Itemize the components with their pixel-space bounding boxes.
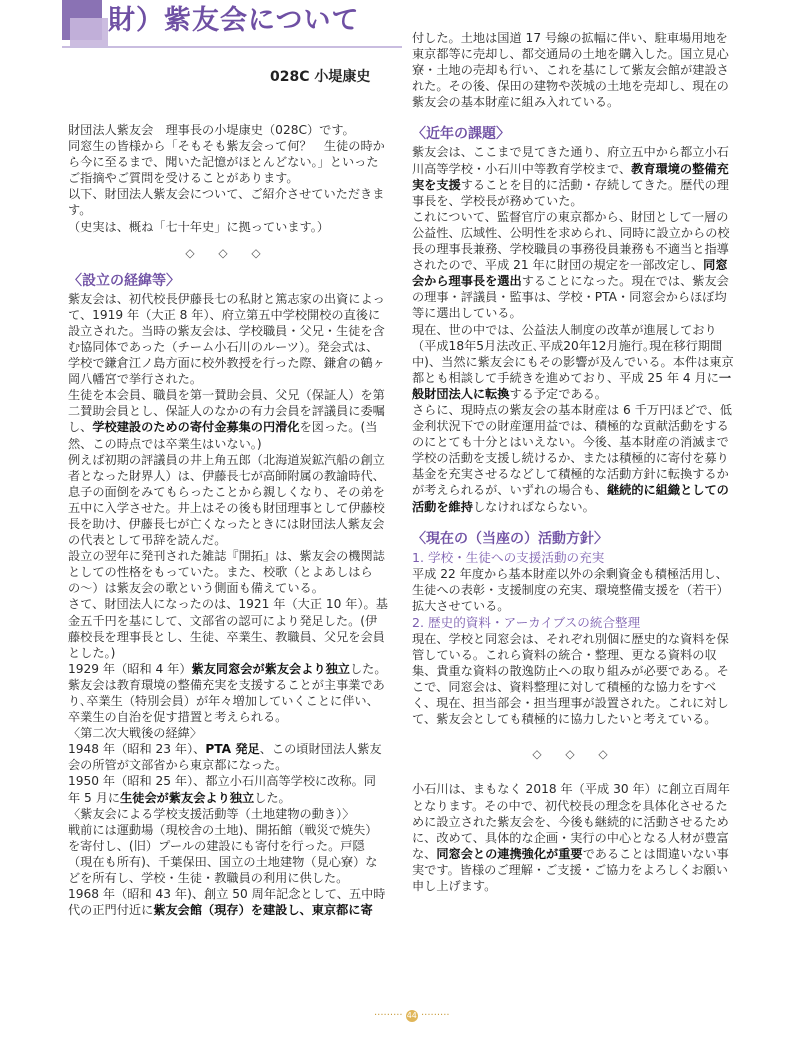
text-run: 紫友会は、ここまで見てきた通り、府立五中から都立小石川高等学校・小石川中等教育学校まで、 [412,145,729,176]
emphasis: 教育環境の整備充実を支援 [412,161,729,192]
text-run: する予定である。 [509,386,607,401]
paragraph: 設立の翌年に発刊された雑誌『開拓』は、紫友会の機関誌としての性格をもっていた。また、校歌（とよあしはらの〜）は紫友会の歌という側面も備えている。 [68,549,385,596]
text-run: 生徒を本会員、職員を第一賛助会員、父兄（保証人）を第二賛助会員とし、保証人のなかの有力会員を評議員に委嘱し、 [68,388,385,435]
paragraph: さて、財団法人になったのは、1921 年（大正 10 年）。基金五千円を基にして、文部省の認可により発足した。(伊藤校長を理事長とし、生徒、卒業生、教職員、父兄を会員とした。) [68,597,388,660]
paragraph [68,661,388,725]
section-divider: ◇ ◇ ◇ [185,245,271,260]
text-run: 現在、世の中では、公益法人制度の改革が進展しており（平成18年5月法改正､平成20年12月施行｡現在移行期間中)、当然に紫友会にもその影響が及んでいる。本件は東京都とも相談して手続きを進めており、平成 25 年 4 月に [412,322,734,385]
intro-line: （史実は、概ね「七十年史」に拠っています。） [68,219,330,234]
emphasis: 継続的に組織としての活動を維持 [412,483,729,514]
paragraph [68,387,388,451]
paragraph [68,773,388,805]
emphasis: PTA 発足 [205,742,260,757]
emphasis: 同窓会から理事長を選出 [412,258,728,289]
text-run: しなければならない。 [472,499,595,514]
text-run: 1968 年（昭和 43 年)、創立 50 周年記念として、五中時代の正門付近に [68,887,386,918]
paragraph: 付した。土地は国道 17 号線の拡幅に伴い、駐車場用地を東京都等に売却し、都交通局の土地を購入した。国立見心寮・土地の売却も行い、これを基にして紫友会館が建設された。その後、保田の建物や茨城の土地を売却し、現在の紫友会の基本財産に組み入れている。 [412,31,729,110]
emphasis: 紫友会館（現存）を建設し、東京都に寄 [153,903,373,918]
text-run: 1948 年（昭和 23 年）、 [68,742,206,757]
text-run: 1929 年（昭和 4 年） [68,661,192,676]
paragraph [68,741,388,773]
paragraph: 戦前には運動場（現校舎の土地)、開拓館（戦災で焼失）を寄付し、(旧）プールの建設にも寄付を行った。戸隠（現在も所有)、千葉保田、国立の土地建物（見心寮）などを所有し、学校・生徒・教職員の利用に供した。 [68,822,378,886]
paragraph [412,209,738,322]
paragraph: 紫友会は、初代校長伊藤長七の私財と篤志家の出資によって、1919 年（大正 8 年）、府立第五中学校開校の直後に設立された。当時の紫友会は、学校職員・父兄・生徒を含む協同体であった（チーム小石川のルーツ）。発会式は、学校で鎌倉江ノ島方面に校外教授を行った際、鎌倉の鶴ヶ岡八幡宮で挙行された。 [68,291,385,387]
paragraph: 現在、学校と同窓会は、それぞれ別個に歴史的な資料を保管している。これら資料の統合・整理、更なる資料の収集、貴重な資料の散逸防止への取り組みが必要である。そこで、同窓会は、資料整理に対して積極的な協力をすべく、現在、担当部会・担当理事が設置された。これに対して、紫友会としても積極的に協力したいと考えている。 [412,631,729,727]
author-name: 028C 小堤康史 [270,69,371,85]
section-divider: ◇ ◇ ◇ [532,747,618,762]
paragraph [412,781,738,894]
text-run: を図った。(当然、この時点では卒業生はいない。) [68,420,378,451]
page-number: 44 [406,1011,417,1020]
text-run: であることは間違いない事実です。皆様のご理解・ご支援・ご協力をよろしくお願い申し上げます。 [412,846,729,894]
policy-item-title: 1. 学校・生徒への支援活動の充実 [412,549,605,565]
paragraph [412,322,738,402]
policy-item-title: 2. 歴史的資料・アーカイブスの統合整理 [412,614,641,630]
paragraph [68,886,388,918]
paragraph [412,144,738,208]
emphasis: 紫友同窓会が紫友会より独立 [191,661,350,676]
intro-line: 財団法人紫友会 理事長の小堤康史（028C）です。 [68,123,355,137]
section-heading-issues: 〈近年の課題〉 [412,126,510,143]
footer-dots: ········· [374,1010,403,1021]
section-heading-policy: 〈現在の（当座の）活動方針〉 [412,530,608,547]
text-run: することを目的に活動・存続してきた。歴代の理事長を、学校長が務めていた。 [412,177,729,208]
footer-dots: ········· [420,1010,450,1021]
paragraph [412,402,738,515]
text-run: これについて、監督官庁の東京都から、財団として一層の公益性、広域性、公明性を求められ、同時に設立からの校長の理事長兼務、学校職員の事務役員兼務も不適当と指導されたので、平成 21 年に財団の規定を一部改定し、 [412,209,730,273]
text-run: した。 [254,790,291,805]
title-underline [62,46,402,48]
intro-line: 以下、財団法人紫友会について、ご紹介させていただきます。 [68,187,385,218]
intro-line: 同窓生の皆様から「そもそも紫友会って何？ 生徒の時から今に至るまで、聞いた記憶がほとんどない。」といったご指摘やご質問を受けることがあります。 [68,139,385,186]
emphasis: 学校建設のための寄付金募集の円滑化 [92,420,300,435]
text-run: 小石川は、まもなく 2018 年（平成 30 年）に創立百周年となります。その中で、初代校長の理念を具体化させるために設立された紫友会を、今後も継続的に活動させるために、改めて、具体的な企画・実行の中心となる人材が豊富な、 [412,782,730,861]
text-run: した。紫友会は教育環境の整備充実を支援することが主事業であり､卒業生（特別会員）が年々増加していくことに伴い、卒業生の自治を促す措置と考えられる。 [68,661,387,725]
emphasis: 一般財団法人に転換 [412,370,732,401]
text-run: さらに、現時点の紫友会の基本財産は 6 千万円ほどで、低金利状況下での財産運用益では、積極的な貢献活動をするのにとても十分とはいえない。今後、基本財産の消滅まで学校の活動を支援し続けるか、または積極的に寄付を募り基金を充実させるなどして積極的な活動方針に転換するかが考えられるが、いずれの場合も、 [412,402,732,498]
page-title: 財）紫友会について [108,5,360,36]
paragraph: 平成 22 年度から基本財産以外の余剰資金も積極活用し、生徒への表彰・支援制度の充実、環境整備支援を（若干）拡大させている。 [412,566,729,613]
right-column [412,30,738,894]
text-run: 、この頃財団法人紫友会の所管が文部省から東京都になった。 [68,742,382,773]
page-footer [374,1010,450,1022]
text-run: することになった。現在では、紫友会の理事・評議員・監事は、学校・PTA・同窓会からほぼ均等に選出している。 [412,274,729,321]
title-decoration-square-light [70,18,108,48]
emphasis: 生徒会が紫友会より独立 [120,790,255,805]
emphasis: 同窓会との連携強化が重要 [436,846,583,861]
subheading-postwar: 〈第二次大戦後の経緯〉 [68,726,203,741]
subheading-support: 〈紫友会による学校支援活動等（土地建物の動き）〉 [68,806,355,821]
paragraph: 例えば初期の評議員の井上角五郎（北海道炭鉱汽船の創立者となった財界人）は、伊藤長七が高師附属の教諭時代、息子の面倒をみてもらったことから親しくなり、その弟を五中に入学させた。井上はその後も財団理事として伊藤校長を助け、伊藤長七が亡くなったときには財団法人紫友会の代表として弔辞を読んだ。 [68,452,385,548]
left-column [68,122,388,918]
section-heading-origin: 〈設立の経緯等〉 [68,272,180,289]
text-run: 1950 年（昭和 25 年）、都立小石川高等学校に改称。同年 5 月に [68,774,376,805]
